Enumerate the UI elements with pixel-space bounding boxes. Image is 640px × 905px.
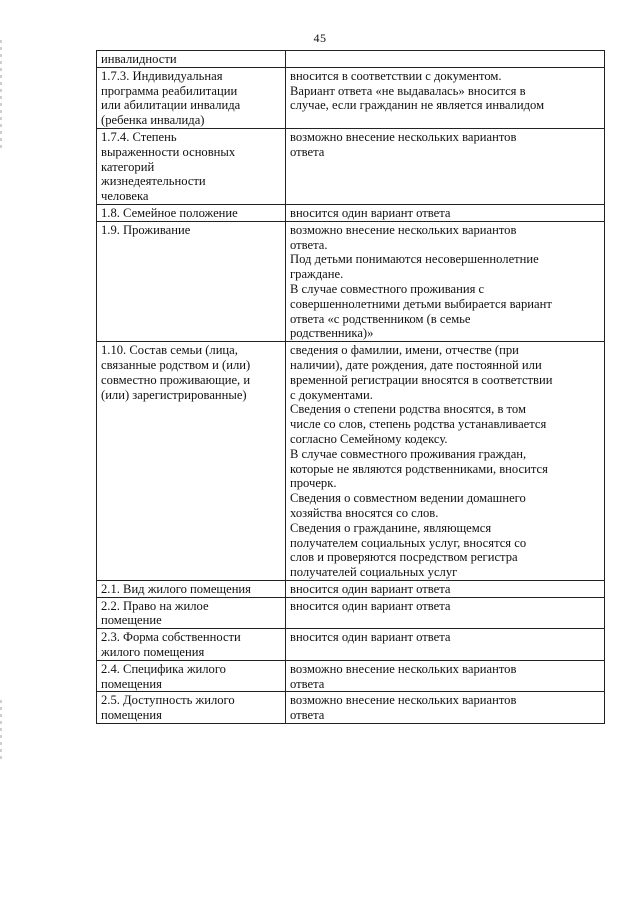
entry-rule-cell xyxy=(286,128,605,204)
entry-rule-line xyxy=(290,52,601,67)
entry-rule-cell xyxy=(286,67,605,128)
field-name-line: помещения xyxy=(101,676,162,691)
field-name-line: помещения xyxy=(101,708,162,723)
entry-rule-line: вносится один вариант ответа xyxy=(290,630,451,645)
entry-rule-line: Сведения о гражданине, являющемся xyxy=(290,520,492,535)
field-name-line: помещение xyxy=(101,613,162,628)
requirements-table-container xyxy=(96,50,604,724)
entry-rule-line: ответа «с родственником (в семье xyxy=(290,311,471,326)
entry-rule-line: с документами. xyxy=(290,387,373,402)
entry-rule-cell xyxy=(286,51,605,68)
entry-rule-line: вносится один вариант ответа xyxy=(290,581,451,596)
field-name-line: связанные родством и (или) xyxy=(101,357,251,372)
entry-rule-line: возможно внесение нескольких вариантов xyxy=(290,693,517,708)
field-name-line: 2.3. Форма собственности xyxy=(101,630,241,645)
entry-rule-line: ответа xyxy=(290,708,325,723)
table-row xyxy=(97,660,605,692)
field-name-line: 1.9. Проживание xyxy=(101,222,191,237)
entry-rule-line: Под детьми понимаются несовершеннолетние xyxy=(290,252,539,267)
field-name-line: 1.7.4. Степень xyxy=(101,129,177,144)
table-row xyxy=(97,580,605,597)
field-name-cell xyxy=(97,597,286,629)
table-row xyxy=(97,128,605,204)
page-number: 45 xyxy=(313,31,327,45)
field-name-line: категорий xyxy=(101,159,155,174)
entry-rule-line: вносится один вариант ответа xyxy=(290,598,451,613)
entry-rule-line: Сведения о совместном ведении домашнего xyxy=(290,491,526,506)
requirements-table xyxy=(96,50,605,724)
entry-rule-line: ответа xyxy=(290,144,325,159)
entry-rule-line: временной регистрации вносятся в соответствии xyxy=(290,372,553,387)
entry-rule-cell xyxy=(286,342,605,581)
field-name-line: жилого помещения xyxy=(101,645,205,660)
entry-rule-cell xyxy=(286,692,605,724)
entry-rule-cell xyxy=(286,580,605,597)
field-name-cell xyxy=(97,660,286,692)
entry-rule-line: родственника)» xyxy=(290,326,374,341)
field-name-line: 2.5. Доступность жилого xyxy=(101,693,235,708)
entry-rule-cell xyxy=(286,221,605,341)
entry-rule-line: возможно внесение нескольких вариантов xyxy=(290,661,517,676)
field-name-line: выраженности основных xyxy=(101,144,236,159)
entry-rule-line: граждане. xyxy=(290,267,344,282)
entry-rule-line: возможно внесение нескольких вариантов xyxy=(290,222,517,237)
entry-rule-line: наличии), дате рождения, дате постоянной или xyxy=(290,357,542,372)
field-name-line: (ребенка инвалида) xyxy=(101,113,205,128)
field-name-line: совместно проживающие, и xyxy=(101,372,251,387)
field-name-cell xyxy=(97,221,286,341)
field-name-line: программа реабилитации xyxy=(101,83,238,98)
requirements-table-body xyxy=(97,51,605,724)
entry-rule-line: согласно Семейному кодексу. xyxy=(290,431,448,446)
field-name-cell xyxy=(97,342,286,581)
field-name-line: инвалидности xyxy=(101,52,177,66)
entry-rule-line: совершеннолетними детьми выбирается вариант xyxy=(290,296,552,311)
field-name-line: 2.1. Вид жилого помещения xyxy=(101,581,251,596)
table-row xyxy=(97,629,605,661)
entry-rule-line: хозяйства вносятся со слов. xyxy=(290,505,439,520)
entry-rule-line: которые не являются родственниками, вносится xyxy=(290,461,548,476)
table-row xyxy=(97,204,605,221)
entry-rule-line: возможно внесение нескольких вариантов xyxy=(290,129,517,144)
entry-rule-line: получателей социальных услуг xyxy=(290,565,458,580)
entry-rule-cell xyxy=(286,660,605,692)
entry-rule-cell xyxy=(286,597,605,629)
field-name-line: 2.2. Право на жилое xyxy=(101,598,209,613)
entry-rule-line: слов и проверяются посредством регистра xyxy=(290,550,518,565)
entry-rule-line: Вариант ответа «не выдавалась» вносится в xyxy=(290,83,526,98)
entry-rule-cell xyxy=(286,204,605,221)
field-name-line: 1.10. Состав семьи (лица, xyxy=(101,343,238,358)
entry-rule-line: ответа. xyxy=(290,237,328,252)
table-row xyxy=(97,51,605,68)
entry-rule-line: сведения о фамилии, имени, отчестве (при xyxy=(290,343,519,358)
scan-edge-mark-bottom xyxy=(0,700,2,760)
field-name-line: (или) зарегистрированные) xyxy=(101,387,247,402)
entry-rule-line: В случае совместного проживания граждан, xyxy=(290,446,527,461)
field-name-cell xyxy=(97,580,286,597)
entry-rule-line: прочерк. xyxy=(290,476,337,491)
entry-rule-line: случае, если гражданин не является инвалидом xyxy=(290,98,545,113)
field-name-line: 1.7.3. Индивидуальная xyxy=(101,68,223,83)
field-name-cell xyxy=(97,692,286,724)
field-name-line: 1.8. Семейное положение xyxy=(101,205,238,220)
table-row xyxy=(97,692,605,724)
entry-rule-line: вносится один вариант ответа xyxy=(290,205,451,220)
field-name-cell xyxy=(97,51,286,68)
scan-edge-mark-top xyxy=(0,40,2,150)
entry-rule-line: Сведения о степени родства вносятся, в том xyxy=(290,402,526,417)
table-row xyxy=(97,342,605,581)
entry-rule-line: получателем социальных услуг, вносятся со xyxy=(290,535,527,550)
entry-rule-cell xyxy=(286,629,605,661)
table-row xyxy=(97,67,605,128)
field-name-line: человека xyxy=(101,189,149,204)
entry-rule-line: В случае совместного проживания с xyxy=(290,281,485,296)
field-name-cell xyxy=(97,128,286,204)
field-name-cell xyxy=(97,67,286,128)
entry-rule-line: числе со слов, степень родства устанавливается xyxy=(290,417,547,432)
field-name-line: 2.4. Специфика жилого xyxy=(101,661,226,676)
field-name-cell xyxy=(97,629,286,661)
entry-rule-line: вносится в соответствии с документом. xyxy=(290,68,502,83)
table-row xyxy=(97,221,605,341)
entry-rule-line: ответа xyxy=(290,676,325,691)
field-name-line: жизнедеятельности xyxy=(101,174,206,189)
field-name-line: или абилитации инвалида xyxy=(101,98,241,113)
table-row xyxy=(97,597,605,629)
field-name-cell xyxy=(97,204,286,221)
